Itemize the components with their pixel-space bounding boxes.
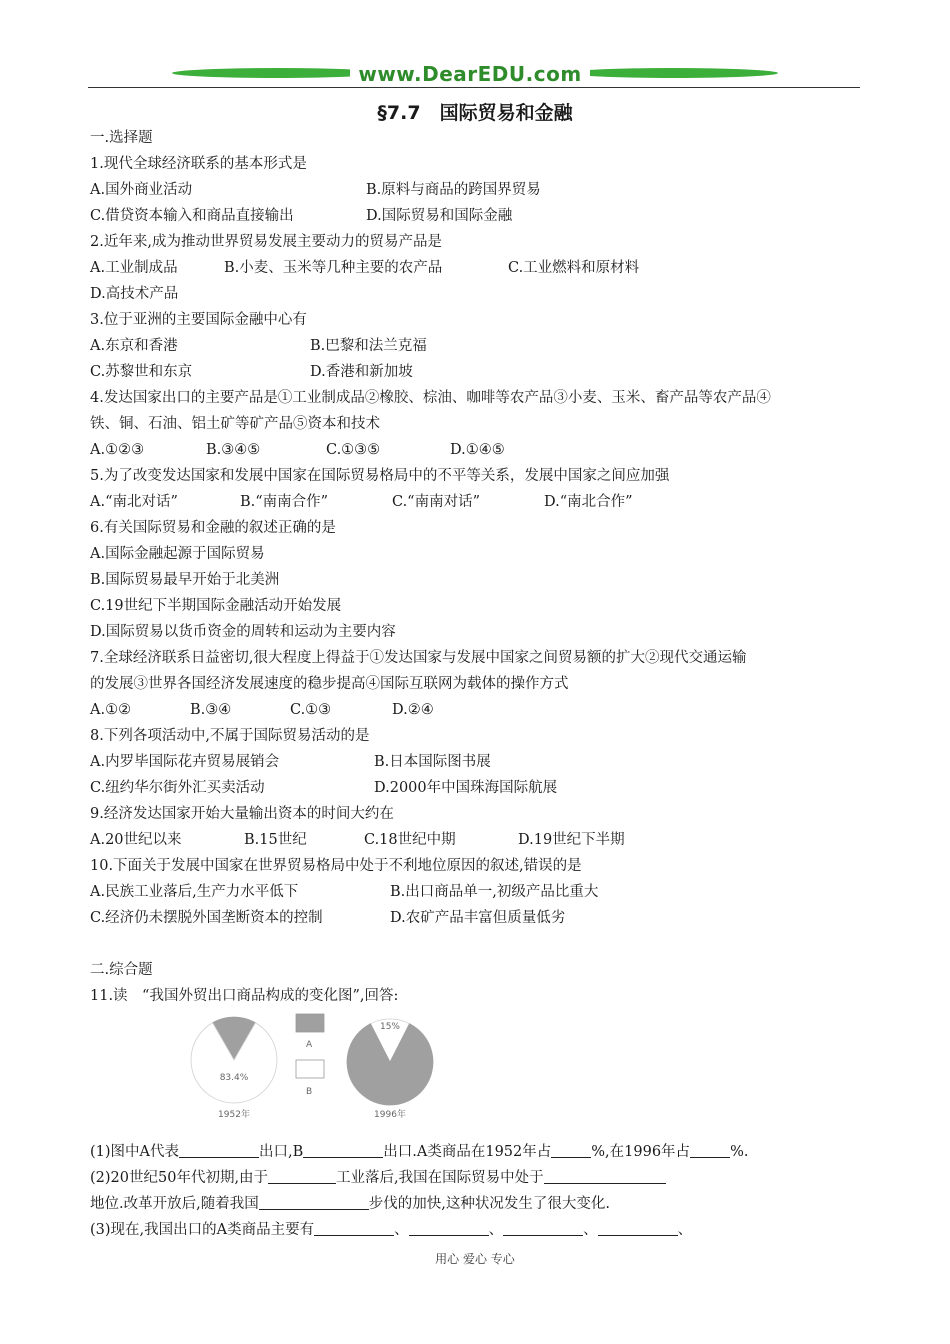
q1-option-d: D.国际贸易和国际金融 [366, 208, 513, 224]
q11-p3-sep-3: 、 [583, 1222, 598, 1238]
export-composition-pie-chart [190, 1010, 450, 1122]
q1-option-a: A.国外商业活动 [90, 182, 193, 198]
q10-option-b: B.出口商品单一,初级产品比重大 [390, 884, 599, 900]
question-4-stem-line2: 铁、铜、石油、铝土矿等矿产品⑤资本和技术 [90, 416, 380, 432]
q7-option-a: A.①② [90, 702, 132, 718]
q9-option-b: B.15世纪 [244, 832, 307, 848]
q4-option-d: D.①④⑤ [450, 442, 505, 458]
q5-option-c: C.“南南对话” [392, 494, 481, 510]
q11-blank-position[interactable] [544, 1168, 666, 1184]
q11-p1-text-4: %,在1996年占 [591, 1144, 691, 1160]
q2-option-d: D.高技术产品 [90, 286, 179, 302]
q11-blank-product-2[interactable] [409, 1220, 489, 1236]
q11-blank-industry[interactable] [268, 1168, 336, 1184]
question-10-stem: 10.下面关于发展中国家在世界贸易格局中处于不利地位原因的叙述,错误的是 [90, 858, 582, 874]
q11-p2-text-3: 地位.改革开放后,随着我国 [90, 1196, 259, 1212]
question-11-part-2-cont [90, 1193, 610, 1215]
q11-blank-1952-percent[interactable] [551, 1142, 591, 1158]
header-swoosh-right [567, 68, 779, 78]
section-heading-choice: 一.选择题 [90, 130, 153, 146]
q11-p1-text-1: (1)图中A代表 [90, 1144, 180, 1160]
question-11-part-3 [90, 1219, 692, 1241]
q3-option-d: D.香港和新加坡 [310, 364, 413, 380]
q6-option-d: D.国际贸易以货币资金的周转和运动为主要内容 [90, 624, 396, 640]
q6-option-b: B.国际贸易最早开始于北美洲 [90, 572, 280, 588]
q10-option-c: C.经济仍未摆脱外国垄断资本的控制 [90, 910, 323, 926]
question-8-stem: 8.下列各项活动中,不属于国际贸易活动的是 [90, 728, 370, 744]
question-3-stem: 3.位于亚洲的主要国际金融中心有 [90, 312, 307, 328]
page-footer: 用心 爱心 专心 [435, 1252, 515, 1266]
q3-option-b: B.巴黎和法兰克福 [310, 338, 427, 354]
q11-blank-product-3[interactable] [503, 1220, 583, 1236]
q7-option-d: D.②④ [392, 702, 434, 718]
q3-option-a: A.东京和香港 [90, 338, 178, 354]
q11-p1-text-3: 出口.A类商品在1952年占 [383, 1144, 552, 1160]
page-title: §7.7 国际贸易和金融 [377, 102, 573, 124]
q4-option-b: B.③④⑤ [206, 442, 261, 458]
q2-option-b: B.小麦、玉米等几种主要的农产品 [224, 260, 443, 276]
question-11-part-1 [90, 1141, 748, 1163]
site-logo[interactable]: www.DearEDU.com [350, 62, 590, 86]
q11-p3-sep-2: 、 [488, 1222, 504, 1238]
q11-blank-pace[interactable] [259, 1194, 369, 1210]
q11-p3-text-1: (3)现在,我国出口的A类商品主要有 [90, 1222, 315, 1238]
pie-1-year-label: 1996年 [374, 1110, 406, 1120]
question-7-stem-line1: 7.全球经济联系日益密切,很大程度上得益于①发达国家与发展中国家之间贸易额的扩大②现代交通运输 [90, 650, 747, 666]
pie-0-percent-label: 83.4% [219, 1073, 249, 1083]
q4-option-a: A.①②③ [90, 442, 145, 458]
question-6-stem: 6.有关国际贸易和金融的叙述正确的是 [90, 520, 336, 536]
q3-option-c: C.苏黎世和东京 [90, 364, 193, 380]
q8-option-a: A.内罗毕国际花卉贸易展销会 [90, 754, 280, 770]
q9-option-a: A.20世纪以来 [90, 832, 182, 848]
q2-option-a: A.工业制成品 [90, 260, 178, 276]
legend-swatch-b [296, 1060, 324, 1078]
page-header [88, 60, 860, 94]
q11-p2-text-1: (2)20世纪50年代初期,由于 [90, 1170, 269, 1186]
q11-blank-product-1[interactable] [314, 1220, 394, 1236]
q9-option-d: D.19世纪下半期 [518, 832, 625, 848]
q11-blank-1996-percent[interactable] [690, 1142, 730, 1158]
q6-option-a: A.国际金融起源于国际贸易 [90, 546, 265, 562]
question-5-stem: 5.为了改变发达国家和发展中国家在国际贸易格局中的不平等关系，发展中国家之间应加强 [90, 468, 670, 484]
q10-option-d: D.农矿产品丰富但质量低劣 [390, 910, 566, 926]
q1-option-c: C.借贷资本输入和商品直接输出 [90, 208, 294, 224]
pie-1996 [347, 1019, 433, 1120]
q4-option-c: C.①③⑤ [326, 442, 381, 458]
q2-option-c: C.工业燃料和原材料 [508, 260, 640, 276]
q11-p3-sep-1: 、 [394, 1222, 409, 1238]
q11-blank-a-represents[interactable] [179, 1142, 259, 1158]
q10-option-a: A.民族工业落后,生产力水平低下 [90, 884, 299, 900]
q8-option-c: C.纽约华尔街外汇买卖活动 [90, 780, 265, 796]
q1-option-b: B.原料与商品的跨国界贸易 [366, 182, 541, 198]
question-4-stem-line1: 4.发达国家出口的主要产品是①工业制成品②橡胶、棕油、咖啡等农产品③小麦、玉米、畜产品等农产品④ [90, 390, 771, 406]
q9-option-c: C.18世纪中期 [364, 832, 456, 848]
legend-label-b: B [306, 1087, 313, 1097]
legend-swatch-a [296, 1014, 324, 1032]
q8-option-b: B.日本国际图书展 [374, 754, 491, 770]
q8-option-d: D.2000年中国珠海国际航展 [374, 780, 558, 796]
q7-option-b: B.③④ [190, 702, 232, 718]
question-2-stem: 2.近年来,成为推动世界贸易发展主要动力的贸易产品是 [90, 234, 442, 250]
q11-blank-b-represents[interactable] [303, 1142, 383, 1158]
pie-1-percent-label: 15% [379, 1022, 401, 1032]
q5-option-b: B.“南南合作” [240, 494, 329, 510]
section-heading-comprehensive: 二.综合题 [90, 962, 153, 978]
q11-p2-text-2: 工业落后,我国在国际贸易中处于 [336, 1170, 544, 1186]
question-1-stem: 1.现代全球经济联系的基本形式是 [90, 156, 307, 172]
q6-option-c: C.19世纪下半期国际金融活动开始发展 [90, 598, 342, 614]
q11-p1-text-5: %. [730, 1144, 749, 1160]
legend-label-a: A [306, 1040, 313, 1050]
q7-option-c: C.①③ [290, 702, 332, 718]
q5-option-d: D.“南北合作” [544, 494, 633, 510]
q11-p2-text-4: 步伐的加快,这种状况发生了很大变化. [368, 1196, 610, 1212]
pie-0-year-label: 1952年 [218, 1110, 250, 1120]
q11-p1-text-2: 出口,B [259, 1144, 304, 1160]
question-11-part-2 [90, 1167, 666, 1189]
question-9-stem: 9.经济发达国家开始大量输出资本的时间大约在 [90, 806, 394, 822]
q11-blank-product-4[interactable] [598, 1220, 678, 1236]
q11-p3-sep-4: 、 [677, 1222, 693, 1238]
question-11-stem: 11.读 “我国外贸出口商品构成的变化图”,回答: [90, 988, 399, 1004]
question-7-stem-line2: 的发展③世界各国经济发展速度的稳步提高④国际互联网为载体的操作方式 [90, 676, 569, 692]
header-rule [88, 87, 860, 88]
q5-option-a: A.“南北对话” [90, 494, 178, 510]
pie-1952 [191, 1017, 277, 1120]
